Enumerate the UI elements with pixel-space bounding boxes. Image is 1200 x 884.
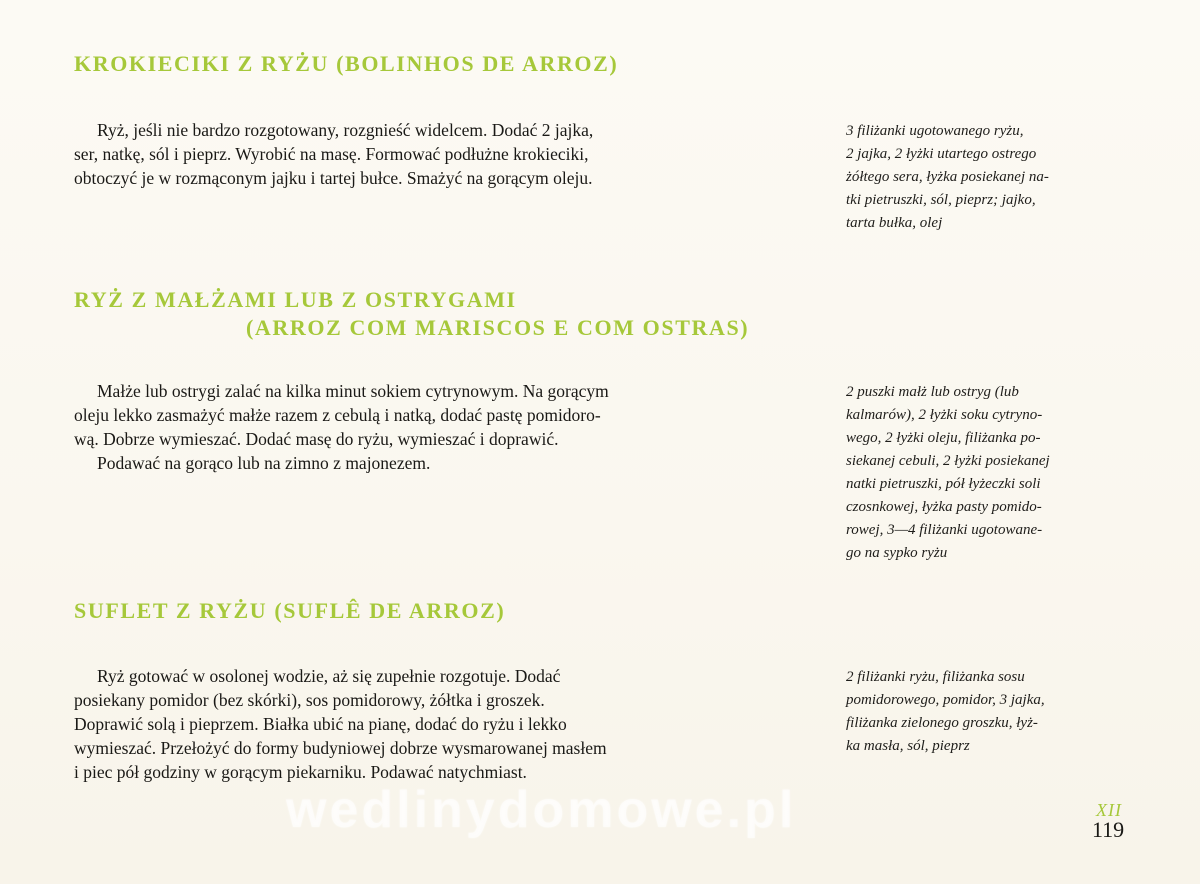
recipe-2-title bbox=[74, 286, 749, 342]
recipe-2-title-line-2: (ARROZ COM MARISCOS E COM OSTRAS) bbox=[246, 315, 750, 340]
recipe-3-instructions-line-5: i piec pół godziny w gorącym piekarniku. Podawać natychmiast. bbox=[74, 762, 527, 782]
recipe-2-ingredients-line-5: natki pietruszki, pół łyżeczki soli bbox=[846, 476, 1041, 492]
recipe-2-ingredients-line-4: siekanej cebuli, 2 łyżki posiekanej bbox=[846, 453, 1050, 469]
page-mark: XII bbox=[1096, 800, 1122, 820]
recipe-2-ingredients-line-2: kalmarów), 2 łyżki soku cytryno- bbox=[846, 407, 1043, 423]
recipe-1-title-line-1: KROKIECIKI Z RYŻU (BOLINHOS DE ARROZ) bbox=[74, 51, 619, 76]
recipe-2-instructions-line-2: oleju lekko zasmażyć małże razem z cebulą i natką, dodać pastę pomidoro- bbox=[74, 405, 601, 425]
recipe-1-title bbox=[74, 50, 618, 78]
recipe-1-ingredients-line-4: tki pietruszki, sól, pieprz; jajko, bbox=[846, 192, 1036, 208]
recipe-3-ingredients-line-1: 2 filiżanki ryżu, filiżanka sosu bbox=[846, 669, 1025, 685]
recipe-2-ingredients-line-1: 2 puszki małż lub ostryg (lub bbox=[846, 384, 1019, 400]
recipe-2-ingredients bbox=[846, 381, 1146, 565]
recipe-3-ingredients-line-2: pomidorowego, pomidor, 3 jajka, bbox=[846, 692, 1045, 708]
recipe-1-instructions-line-2: ser, natkę, sól i pieprz. Wyrobić na masę. Formować podłużne krokieciki, bbox=[74, 144, 589, 164]
recipe-3-ingredients-line-3: filiżanka zielonego groszku, łyż- bbox=[846, 715, 1038, 731]
recipe-1-instructions-line-1: Ryż, jeśli nie bardzo rozgotowany, rozgnieść widelcem. Dodać 2 jajka, bbox=[97, 120, 594, 140]
recipe-2-ingredients-line-7: rowej, 3—4 filiżanki ugotowane- bbox=[846, 522, 1043, 538]
recipe-2-ingredients-line-6: czosnkowej, łyżka pasty pomido- bbox=[846, 499, 1042, 515]
watermark: wedlinydomowe.pl bbox=[286, 781, 797, 839]
recipe-3-instructions-line-1: Ryż gotować w osolonej wodzie, aż się zupełnie rozgotuje. Dodać bbox=[97, 666, 561, 686]
recipe-1-ingredients-line-5: tarta bułka, olej bbox=[846, 215, 943, 231]
recipe-2-ingredients-line-3: wego, 2 łyżki oleju, filiżanka po- bbox=[846, 430, 1041, 446]
recipe-3-ingredients bbox=[846, 666, 1146, 758]
recipe-3-title bbox=[74, 597, 505, 625]
recipe-2-instructions-line-4: Podawać na gorąco lub na zimno z majonezem. bbox=[97, 453, 431, 473]
recipe-3-ingredients-line-4: ka masła, sól, pieprz bbox=[846, 738, 970, 754]
recipe-1-instructions bbox=[74, 118, 814, 190]
recipe-2-instructions-line-3: wą. Dobrze wymieszać. Dodać masę do ryżu, wymieszać i doprawić. bbox=[74, 429, 559, 449]
recipe-3-instructions-line-3: Doprawić solą i pieprzem. Białka ubić na pianę, dodać do ryżu i lekko bbox=[74, 714, 567, 734]
recipe-1-instructions-line-3: obtoczyć je w rozmąconym jajku i tartej bułce. Smażyć na gorącym oleju. bbox=[74, 168, 593, 188]
page-number: 119 bbox=[1092, 817, 1125, 842]
recipe-2-instructions-line-1: Małże lub ostrygi zalać na kilka minut sokiem cytrynowym. Na gorącym bbox=[97, 381, 609, 401]
recipe-1-ingredients bbox=[846, 120, 1146, 235]
recipe-2-title-line-1: RYŻ Z MAŁŻAMI LUB Z OSTRYGAMI bbox=[74, 287, 517, 312]
recipe-1-ingredients-line-1: 3 filiżanki ugotowanego ryżu, bbox=[846, 123, 1024, 139]
recipe-1-ingredients-line-3: żółtego sera, łyżka posiekanej na- bbox=[846, 169, 1049, 185]
recipe-2-instructions bbox=[74, 379, 814, 475]
recipe-3-title-line-1: SUFLET Z RYŻU (SUFLÊ DE ARROZ) bbox=[74, 598, 506, 623]
recipe-1-ingredients-line-2: 2 jajka, 2 łyżki utartego ostrego bbox=[846, 146, 1037, 162]
recipe-3-instructions-line-2: posiekany pomidor (bez skórki), sos pomidorowy, żółtka i groszek. bbox=[74, 690, 545, 710]
recipe-3-instructions bbox=[74, 664, 814, 784]
recipe-3-instructions-line-4: wymieszać. Przełożyć do formy budyniowej dobrze wysmarowanej masłem bbox=[74, 738, 607, 758]
recipe-2-ingredients-line-8: go na sypko ryżu bbox=[846, 545, 948, 561]
